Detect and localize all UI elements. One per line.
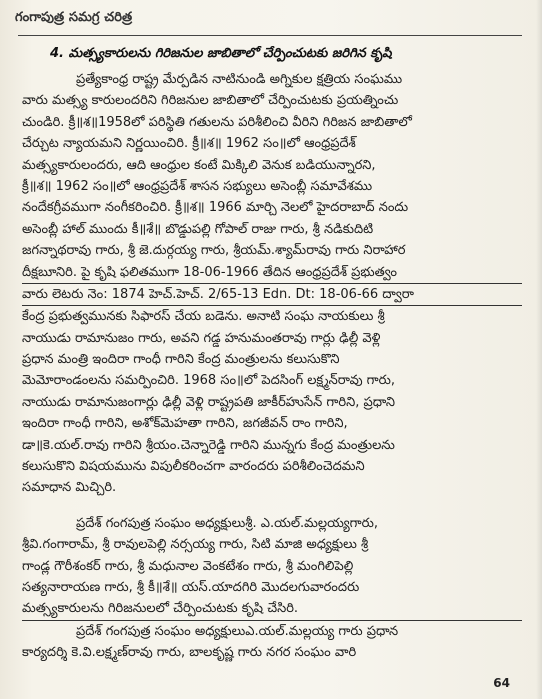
text-line: ప్రదేశ్ గంగపుత్ర సంఘం అధ్యక్షులుశ్రీ. ఎ.యల్.మల్లయ్యగారు, <box>76 515 378 531</box>
text-line: కార్యదర్శి కె.వి.లక్ష్మణ్‌రావు గారు, బాలకృష్ణ గారు నగర సంఘం వారి <box>22 645 357 661</box>
text-line: క్రీ॥శ॥ 1962 సం॥లో ఆంధ్రప్రదేశ్ శాసన సభ్యులు అసెంబ్లీ సమావేశము <box>22 178 373 194</box>
body-text <box>22 69 522 664</box>
section-title: 4. మత్స్యకారులను గిరిజనుల జాబితాలో చేర్పించుటకు జరిగిన కృషి <box>50 46 392 61</box>
text-line: ప్రధాన మంత్రి ఇందిరా గాంధీ గారిని కేంద్ర మంత్రులను కలుసుకొని <box>22 352 340 368</box>
text-line: వారు మత్స్య కారులందరిని గిరిజనుల జాబితాలో చేర్పించుటకు ప్రయత్నించు <box>22 93 399 109</box>
text-line-underlined: వారు లెటరు నెం: 1874 హెచ్.హెచ్. 2/65-13 Edn. Dt: 18-06-66 ద్వారా <box>22 284 522 306</box>
text-line: కేంద్ర ప్రభుత్వమునకు సిఫారస్ చేయ బడెను. అనాటి సంఘ నాయకులు శ్రీ <box>22 309 385 325</box>
paragraph-1 <box>22 69 522 499</box>
text-line: సమాధాన మిచ్చిరి. <box>22 480 117 496</box>
paragraph-3 <box>22 621 522 664</box>
text-line: ప్రదేశ్ గంగపుత్ర సంఘం అధ్యక్షులుఎ.యల్.మల్లయ్య గారు ప్రధాన <box>76 623 399 639</box>
text-line: సత్యనారాయణ గారు, శ్రీ కీ॥శే॥ యస్.యాదగిరి మొదలగువారందరు <box>22 579 360 595</box>
text-line: మత్స్యకారులందరు, ఆది ఆంధ్రుల కంటే మిక్కిలి వెనుక బడియున్నారని, <box>22 157 376 173</box>
text-line: చుండిరి. క్రీ॥శ॥1958లో పరిస్థితి గతులను పరిశీలించి వీరిని గిరిజన జాబితాలో <box>22 114 412 130</box>
text-line: గాండ్ల గౌరీశంకర్ గారు, శ్రీ మధునాల వెంకటేశం గారు, శ్రీ మంగిలిపెల్లి <box>22 558 354 574</box>
text-line: అసెంబ్లీ హాల్ ముందు కీ॥శే॥ బొడ్డుపల్లి గోపాల్ రాజు గారు, శ్రీ నడికుదిటి <box>22 221 374 237</box>
scan-edge-shadow <box>536 0 542 699</box>
page-number: 64 <box>493 676 510 690</box>
header-rule <box>18 35 522 36</box>
text-line: శ్రీవి.గంగారామ్, శ్రీ రావులపెల్లి నర్సయ్య గారు, సిటి మాజి అధ్యక్షులు శ్రీ <box>22 537 369 553</box>
text-line-underlined: మత్స్యకారులను గిరిజనులలో చేర్పించుటకు కృషి చేసిరి. <box>22 598 522 620</box>
text-line: నాయుడు రామానుజం గారు, అవని గడ్డ హనుమంతరావు గార్లు ఢిల్లీ వెళ్లి <box>22 330 381 346</box>
text-line-underlined: దీక్షబూనిరి. పై కృషి ఫలితముగా 18-06-1966 తేదిన ఆంధ్రప్రదేశ్ ప్రభుత్వం <box>22 262 522 284</box>
text-line: నాయుడు రామానుజంగార్లు ఢిల్లీ వెళ్లి రాష్ట్రపతి జాకీర్‌హుసేన్ గారిని, ప్రధాని <box>22 394 395 410</box>
text-line: నందేకగ్రీవముగా నంగీకరించిరి. క్రీ॥శ॥ 1966 మార్చి నెలలో హైదరాబాద్ నందు <box>22 200 409 216</box>
running-head: గంగాపుత్ర సమగ్ర చరిత్ర <box>15 10 133 25</box>
paragraph-2 <box>22 513 522 621</box>
text-line: ఇందిరా గాంధీ గారిని, అశోక్‌మెహతా గారిని, జగజీవన్ రాం గారిని, <box>22 416 348 432</box>
text-line: మెమోరాండంలను సమర్పించిరి. 1968 సం॥లో పెదసింగ్ లక్ష్మన్‌రావు గారు, <box>22 373 395 389</box>
text-line: చేర్చుట న్యాయమని నిర్ణయించిరి. క్రీ॥శ॥ 1962 సం॥లో ఆంధ్రప్రదేశ్ <box>22 136 356 152</box>
text-line: కలుసుకొని విషయమును విపులీకరించగా వారందరు పరిశీలించెదమని <box>22 459 365 475</box>
text-line: డా॥కె.యల్.రావు గారిని శ్రీయం.చెన్నారెడ్డి గారిని మున్నగు కేంద్ర మంత్రులను <box>22 437 395 453</box>
text-line: జగన్నాథరావు గారు, శ్రీ జె.దుర్గయ్య గారు, శ్రీయమ్.శ్యామ్‌రావు గారు నిరాహార <box>22 243 406 259</box>
text-line: ప్రత్యేకాంధ్ర రాష్ట్ర మేర్పడిన నాటినుండి అగ్నికుల క్షత్రియ సంఘము <box>76 72 403 87</box>
